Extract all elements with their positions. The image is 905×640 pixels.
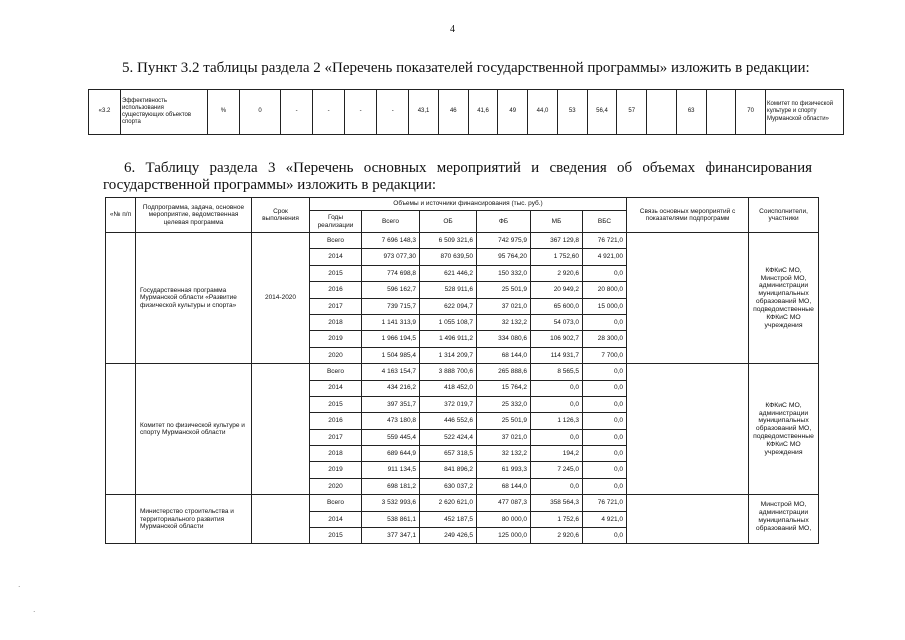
indicator-row-table <box>88 89 844 135</box>
cell-ob: 630 037,2 <box>420 478 477 494</box>
header-mb: МБ <box>531 211 583 233</box>
cell-mb: 8 565,5 <box>531 364 583 380</box>
indicator-value: 57 <box>617 90 647 135</box>
cell-ob: 621 446,2 <box>420 265 477 281</box>
cell-vbs: 0,0 <box>583 413 627 429</box>
cell-vbs: 0,0 <box>583 478 627 494</box>
cell-total: 559 445,4 <box>362 429 420 445</box>
cell-ob: 249 426,5 <box>420 528 477 544</box>
block-executors: Минстрой МО, администрации муниципальных образований МО, <box>749 495 819 544</box>
cell-year: 2014 <box>310 249 362 265</box>
indicator-value: - <box>345 90 377 135</box>
cell-year: 2015 <box>310 528 362 544</box>
cell-ob: 870 639,50 <box>420 249 477 265</box>
cell-mb: 2 920,6 <box>531 528 583 544</box>
cell-ob: 522 424,4 <box>420 429 477 445</box>
cell-vbs: 0,0 <box>583 314 627 330</box>
cell-ob: 6 509 321,6 <box>420 233 477 249</box>
cell-ob: 3 888 700,6 <box>420 364 477 380</box>
cell-total: 434 216,2 <box>362 380 420 396</box>
cell-year: 2020 <box>310 478 362 494</box>
indicator-name: Эффективность использования существующих объектов спорта <box>121 90 208 135</box>
indicator-value: 63 <box>676 90 706 135</box>
cell-total: 7 696 148,3 <box>362 233 420 249</box>
cell-vbs: 0,0 <box>583 528 627 544</box>
indicator-value: 41,6 <box>468 90 498 135</box>
header-ob: ОБ <box>420 211 477 233</box>
indicator-value: 70 <box>736 90 766 135</box>
cell-total: 973 077,30 <box>362 249 420 265</box>
cell-ob: 1 055 108,7 <box>420 314 477 330</box>
block-name: Государственная программа Мурманской области «Развитие физической культуры и спорта» <box>136 233 252 364</box>
header-fb: ФБ <box>477 211 531 233</box>
table-row <box>106 233 819 249</box>
cell-fb: 37 021,0 <box>477 298 531 314</box>
cell-mb: 2 920,6 <box>531 265 583 281</box>
cell-vbs: 7 700,0 <box>583 347 627 363</box>
cell-ob: 452 187,5 <box>420 511 477 527</box>
cell-mb: 0,0 <box>531 478 583 494</box>
block-term: 2014-2020 <box>252 233 310 364</box>
block-executors: КФКиС МО, Минстрой МО, администрации муниципальных образований МО, подведомственные КФКиС МО учреждения <box>749 233 819 364</box>
cell-vbs: 0,0 <box>583 429 627 445</box>
cell-fb: 265 888,6 <box>477 364 531 380</box>
cell-mb: 106 902,7 <box>531 331 583 347</box>
cell-vbs: 0,0 <box>583 265 627 281</box>
cell-year: 2014 <box>310 380 362 396</box>
header-vbs: ВБС <box>583 211 627 233</box>
cell-total: 538 861,1 <box>362 511 420 527</box>
cell-total: 739 715,7 <box>362 298 420 314</box>
cell-fb: 68 144,0 <box>477 347 531 363</box>
cell-total: 689 644,9 <box>362 446 420 462</box>
cell-ob: 622 094,7 <box>420 298 477 314</box>
cell-total: 397 351,7 <box>362 396 420 412</box>
cell-fb: 95 764,20 <box>477 249 531 265</box>
cell-year: 2017 <box>310 429 362 445</box>
cell-vbs: 0,0 <box>583 396 627 412</box>
header-years: Годы реализации <box>310 211 362 233</box>
cell-year: 2014 <box>310 511 362 527</box>
cell-fb: 32 132,2 <box>477 446 531 462</box>
header-total: Всего <box>362 211 420 233</box>
indicator-value: - <box>313 90 345 135</box>
indicator-value <box>706 90 736 135</box>
cell-ob: 2 620 621,0 <box>420 495 477 511</box>
header-funding: Объемы и источники финансирования (тыс. руб.) <box>310 198 627 211</box>
cell-year: Всего <box>310 495 362 511</box>
cell-fb: 334 080,6 <box>477 331 531 347</box>
cell-year: 2016 <box>310 413 362 429</box>
block-num <box>106 495 136 544</box>
header-name: Подпрограмма, задача, основное мероприятие, ведомственная целевая программа <box>136 198 252 233</box>
cell-mb: 54 073,0 <box>531 314 583 330</box>
cell-mb: 20 949,2 <box>531 282 583 298</box>
table-row <box>106 495 819 511</box>
cell-vbs: 0,0 <box>583 380 627 396</box>
cell-fb: 68 144,0 <box>477 478 531 494</box>
block-link <box>627 233 749 364</box>
cell-fb: 25 501,9 <box>477 413 531 429</box>
cell-total: 1 141 313,9 <box>362 314 420 330</box>
cell-total: 4 163 154,7 <box>362 364 420 380</box>
cell-vbs: 15 000,0 <box>583 298 627 314</box>
indicator-value: 53 <box>557 90 587 135</box>
cell-fb: 32 132,2 <box>477 314 531 330</box>
indicator-num: «3.2 <box>89 90 121 135</box>
block-num <box>106 364 136 495</box>
cell-year: 2019 <box>310 462 362 478</box>
cell-mb: 1 126,3 <box>531 413 583 429</box>
cell-vbs: 0,0 <box>583 462 627 478</box>
cell-fb: 37 021,0 <box>477 429 531 445</box>
block-link <box>627 364 749 495</box>
block-num <box>106 233 136 364</box>
cell-mb: 65 600,0 <box>531 298 583 314</box>
cell-year: 2015 <box>310 396 362 412</box>
cell-year: 2015 <box>310 265 362 281</box>
header-num: «№ п/п <box>106 198 136 233</box>
cell-total: 3 532 993,6 <box>362 495 420 511</box>
block-name: Комитет по физической культуре и спорту Мурманской области <box>136 364 252 495</box>
cell-total: 596 162,7 <box>362 282 420 298</box>
funding-table <box>105 197 819 544</box>
block-executors: КФКиС МО, администрации муниципальных образований МО, подведомственные КФКиС МО учреждения <box>749 364 819 495</box>
cell-total: 1 966 194,5 <box>362 331 420 347</box>
cell-mb: 194,2 <box>531 446 583 462</box>
block-term <box>252 364 310 495</box>
block-term <box>252 495 310 544</box>
cell-mb: 7 245,0 <box>531 462 583 478</box>
cell-year: 2018 <box>310 314 362 330</box>
cell-fb: 25 332,0 <box>477 396 531 412</box>
cell-ob: 657 318,5 <box>420 446 477 462</box>
cell-ob: 446 552,6 <box>420 413 477 429</box>
cell-mb: 0,0 <box>531 396 583 412</box>
cell-ob: 528 911,6 <box>420 282 477 298</box>
indicator-value: 0 <box>239 90 280 135</box>
cell-vbs: 28 300,0 <box>583 331 627 347</box>
scan-mark: · <box>18 583 21 591</box>
cell-year: 2017 <box>310 298 362 314</box>
table-row <box>106 364 819 380</box>
indicator-unit: % <box>207 90 239 135</box>
indicator-value: 46 <box>438 90 468 135</box>
cell-ob: 841 896,2 <box>420 462 477 478</box>
cell-ob: 372 019,7 <box>420 396 477 412</box>
cell-fb: 25 501,9 <box>477 282 531 298</box>
cell-year: Всего <box>310 233 362 249</box>
cell-year: 2020 <box>310 347 362 363</box>
cell-vbs: 20 800,0 <box>583 282 627 298</box>
section-6-line-1: 6. Таблицу раздела 3 «Перечень основных мероприятий и сведения об объемах финансирования <box>124 160 812 176</box>
cell-fb: 125 000,0 <box>477 528 531 544</box>
cell-fb: 742 975,9 <box>477 233 531 249</box>
indicator-value <box>647 90 677 135</box>
indicator-value: 44,0 <box>528 90 558 135</box>
cell-mb: 114 931,7 <box>531 347 583 363</box>
indicator-value: 49 <box>498 90 528 135</box>
indicator-row <box>89 90 844 135</box>
cell-vbs: 0,0 <box>583 446 627 462</box>
cell-total: 1 504 985,4 <box>362 347 420 363</box>
cell-year: 2019 <box>310 331 362 347</box>
header-link: Связь основных мероприятий с показателями подпрограмм <box>627 198 749 233</box>
cell-ob: 1 496 911,2 <box>420 331 477 347</box>
cell-year: 2016 <box>310 282 362 298</box>
page-number: 4 <box>450 24 455 35</box>
section-5-text: 5. Пункт 3.2 таблицы раздела 2 «Перечень показателей государственной программы» изложить в редакции: <box>122 60 810 76</box>
cell-total: 698 181,2 <box>362 478 420 494</box>
scan-mark: · <box>33 608 36 616</box>
cell-vbs: 76 721,0 <box>583 233 627 249</box>
cell-fb: 150 332,0 <box>477 265 531 281</box>
block-name: Министерство строительства и территориального развития Мурманской области <box>136 495 252 544</box>
cell-ob: 1 314 209,7 <box>420 347 477 363</box>
cell-vbs: 4 921,0 <box>583 511 627 527</box>
cell-vbs: 4 921,00 <box>583 249 627 265</box>
section-6-line-2: государственной программы» изложить в редакции: <box>103 177 437 193</box>
cell-vbs: 0,0 <box>583 364 627 380</box>
cell-fb: 61 993,3 <box>477 462 531 478</box>
cell-mb: 1 752,60 <box>531 249 583 265</box>
cell-vbs: 76 721,0 <box>583 495 627 511</box>
indicator-value: 43,1 <box>409 90 439 135</box>
cell-ob: 418 452,0 <box>420 380 477 396</box>
header-row-1 <box>106 198 819 211</box>
cell-fb: 15 764,2 <box>477 380 531 396</box>
cell-mb: 358 564,3 <box>531 495 583 511</box>
cell-mb: 1 752,6 <box>531 511 583 527</box>
cell-mb: 367 129,8 <box>531 233 583 249</box>
cell-total: 377 347,1 <box>362 528 420 544</box>
cell-total: 473 180,8 <box>362 413 420 429</box>
indicator-value: - <box>281 90 313 135</box>
cell-year: 2018 <box>310 446 362 462</box>
header-executors: Соисполнители, участники <box>749 198 819 233</box>
cell-year: Всего <box>310 364 362 380</box>
cell-mb: 0,0 <box>531 380 583 396</box>
indicator-value: - <box>377 90 409 135</box>
block-link <box>627 495 749 544</box>
cell-total: 774 698,8 <box>362 265 420 281</box>
indicator-value: 56,4 <box>587 90 617 135</box>
cell-mb: 0,0 <box>531 429 583 445</box>
header-term: Срок выполнения <box>252 198 310 233</box>
cell-total: 911 134,5 <box>362 462 420 478</box>
indicator-responsible: Комитет по физической культуре и спорту Мурманской области» <box>766 90 844 135</box>
cell-fb: 477 087,3 <box>477 495 531 511</box>
cell-fb: 80 000,0 <box>477 511 531 527</box>
